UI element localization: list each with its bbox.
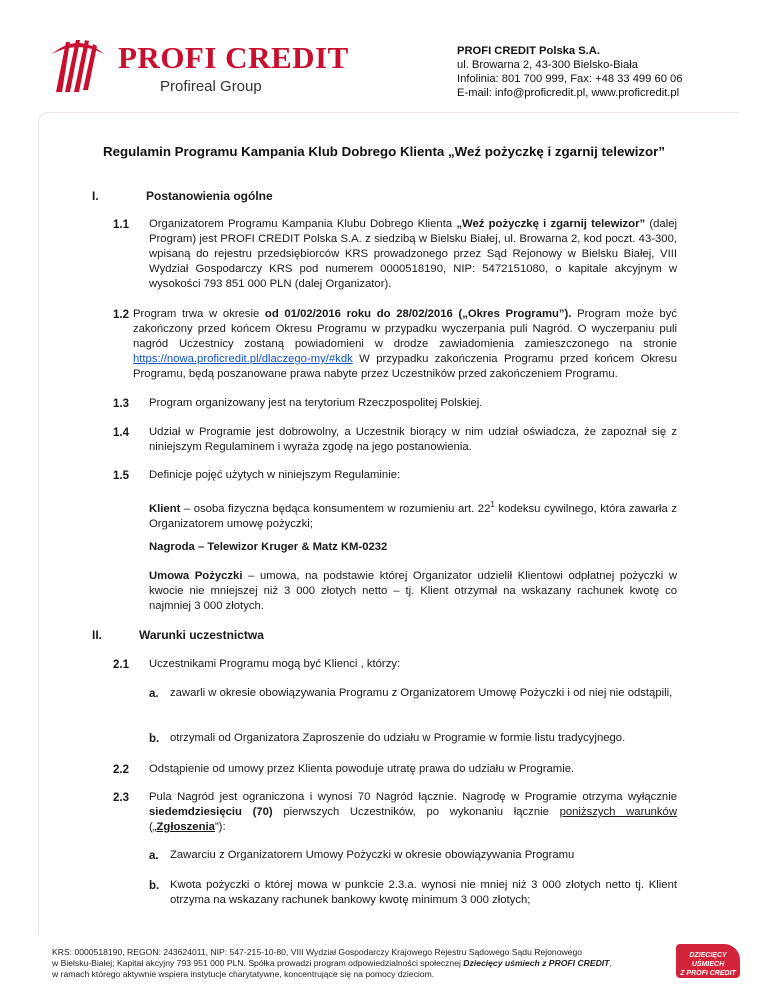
definition-nagroda: Nagroda – Telewizor Kruger & Matz KM-0232	[149, 541, 388, 553]
clause-2-3-part-c: pierwszych Uczestników, po wykonaniu łącznie	[272, 806, 560, 818]
clause-2-3-b-label: b.	[149, 880, 160, 892]
clause-1-5-number: 1.5	[113, 470, 129, 482]
section-2-number: II.	[92, 628, 103, 642]
logo-brand-name: PROFI CREDIT	[118, 40, 349, 75]
footer-line-3: w ramach którego aktywnie wspiera instytucje charytatywne, koncentrujące się na pomocy dzieciom.	[52, 969, 435, 979]
clause-1-1-text	[149, 217, 677, 292]
section-2-title: Warunki uczestnictwa	[139, 628, 264, 642]
company-contact: E-mail: info@proficredit.pl, www.proficredit.pl	[457, 87, 680, 99]
clause-2-3-number: 2.3	[113, 792, 129, 804]
document-title: Regulamin Programu Kampania Klub Dobrego Klienta „Weź pożyczkę i zgarnij telewizor”	[102, 144, 665, 159]
clause-2-3-count: siedemdziesięciu (70)	[149, 806, 273, 818]
clause-2-3-text	[149, 790, 677, 835]
charity-badge	[676, 944, 740, 978]
definition-klient-superscript: 1	[490, 500, 495, 509]
clause-1-2-period: od 01/02/2016 roku do 28/02/2016 („Okres Programu”).	[264, 308, 572, 320]
definition-umowa	[149, 569, 677, 614]
section-1-number: I.	[92, 189, 99, 203]
clause-1-2-part-c: Program może być zakończony przed końcem Okresu Programu w przypadku wyczerpania puli Nagród. O wyczerpaniu puli nagród Uczestnicy zostaną powiadomieni w drodze zawiadomienia zamieszczonego na stronie	[133, 308, 677, 350]
clause-1-2-part-d: W przypadku zakończenia Programu przed końcem Okresu Programu, będą poszanowane prawa nabyte przez Uczestników przed zakończeniem Programu.	[133, 353, 677, 380]
clause-1-4-text: Udział w Programie jest dobrowolny, a Uczestnik biorący w nim udział oświadcza, że zapoznał się z niniejszym Regulaminem i wyraża zgodę na jego postanowienia.	[149, 426, 677, 453]
clause-2-3-part-a: Pula Nagród jest ograniczona i wynosi 70 Nagród łącznie. Nagrodę w Programie otrzyma wyłącznie	[149, 791, 677, 803]
clause-2-3-b-text: Kwota pożyczki o której mowa w punkcie 2.3.a. wynosi nie mniej niż 3 000 złotych netto tj. Klient otrzyma na wskazany rachunek bankowy kwotę minimum 3 000 złotych;	[170, 879, 677, 906]
clause-2-1-text: Uczestnikami Programu mogą być Klienci , którzy:	[149, 658, 401, 670]
definition-klient-part-a: – osoba fizyczna będąca konsumentem w rozumieniu art. 22	[180, 502, 491, 515]
company-name: PROFI CREDIT Polska S.A.	[457, 45, 600, 57]
company-logo	[48, 32, 348, 102]
clause-1-1-number: 1.1	[113, 219, 129, 231]
footer-line-1: KRS: 0000518190, REGON: 243624011, NIP: 547-215-10-80, VIII Wydział Gospodarczy Krajowego Rejestru Sądowego Sądu Rejonowego	[52, 947, 583, 957]
clause-2-2-text: Odstąpienie od umowy przez Klienta powoduje utratę prawa do udziału w Programie.	[149, 763, 575, 775]
clause-1-1-part-c: (dalej Program) jest PROFI CREDIT Polska S.A. z siedzibą w Bielsku Białej, ul. Browarna 2, kod poczt. 43-300, wpisaną do rejestru przedsiębiorców KRS prowadzonego przez Sąd Rejonowy w Bielsku Białej, VIII Wydział Gospodarczy KRS pod numerem 0000518190, NIP: 5472151080, o kapitale akcyjnym w wysokości 793 851 000 PLN (dalej Organizator).	[149, 218, 677, 290]
clause-1-2-link[interactable]: https://nowa.proficredit.pl/dlaczego-my/#kdk	[133, 353, 353, 365]
charity-badge-line-1: DZIECIĘCY UŚMIECH	[689, 952, 727, 968]
clause-1-1-program-name: „Weź pożyczkę i zgarnij telewizor”	[456, 218, 646, 230]
definition-klient-term: Klient	[149, 502, 181, 515]
clause-2-1-a-label: a.	[149, 688, 159, 700]
footer-line-2-part-a: w Bielsku-Białej; Kapitał akcyjny 793 951 000 PLN. Spółka prowadzi program odpowiedzialności społecznej	[52, 958, 464, 968]
company-phones: Infolinia: 801 700 999, Fax: +48 33 499 60 06	[457, 73, 683, 85]
clause-2-2-number: 2.2	[113, 764, 129, 776]
clause-2-1-number: 2.1	[113, 659, 129, 671]
section-1-title: Postanowienia ogólne	[146, 189, 273, 203]
clause-2-3-part-g: ”):	[214, 821, 226, 833]
footer-line-2	[52, 958, 652, 969]
logo-group-name: Profireal Group	[160, 78, 262, 95]
company-address: ul. Browarna 2, 43-300 Bielsko-Biała	[457, 59, 638, 71]
page-footer	[52, 947, 652, 980]
clause-2-3-a-label: a.	[149, 850, 159, 862]
clause-1-2-text	[133, 307, 677, 382]
clause-1-3-number: 1.3	[113, 398, 129, 410]
clause-1-2-part-a: Program trwa w okresie	[133, 308, 265, 320]
definition-klient-part-b: kodeksu cywilnego, która zawarła z Organizatorem umowę pożyczki;	[149, 502, 677, 530]
clause-2-3-zgloszenia: Zgłoszenia	[156, 821, 215, 833]
company-info	[457, 44, 747, 100]
clause-1-4-number: 1.4	[113, 427, 129, 439]
footer-program-name: Dziecięcy uśmiech z PROFI CREDIT	[463, 958, 610, 968]
clause-2-3-a-text: Zawarciu z Organizatorem Umowy Pożyczki w okresie obowiązywania Programu	[170, 849, 575, 861]
definition-umowa-text: – umowa, na podstawie której Organizator udzielił Klientowi odpłatnej pożyczki w kwocie nie mniejszej niż 3 000 złotych netto – tj. Klient otrzymał na wskazany rachunek kwotę co najmniej 3 000 złotych.	[149, 570, 677, 612]
clause-1-5-text: Definicje pojęć użytych w niniejszym Regulaminie:	[149, 469, 401, 481]
clause-2-3-part-e: („	[149, 821, 157, 833]
clause-1-2-number: 1.2	[113, 309, 129, 321]
clause-2-1-b-text: otrzymali od Organizatora Zaproszenie do udziału w Programie w formie listu tradycyjnego.	[170, 732, 626, 744]
definition-klient	[149, 497, 677, 532]
clause-2-1-b-label: b.	[149, 733, 160, 745]
charity-badge-line-2: Z PROFI CREDIT	[680, 970, 736, 977]
logo-swoosh-icon	[48, 32, 108, 98]
footer-line-2-part-c: ,	[609, 958, 612, 968]
clause-2-1-a-text: zawarli w okresie obowiązywania Programu z Organizatorem Umowę Pożyczki i od niej nie odstąpili,	[170, 687, 673, 699]
definition-umowa-term: Umowa Pożyczki	[149, 570, 243, 582]
clause-2-3-conditions: poniższych warunków	[559, 806, 677, 818]
clause-1-1-part-a: Organizatorem Programu Kampania Klubu Dobrego Klienta	[149, 218, 457, 230]
clause-1-3-text: Program organizowany jest na terytorium Rzeczpospolitej Polskiej.	[149, 397, 483, 409]
